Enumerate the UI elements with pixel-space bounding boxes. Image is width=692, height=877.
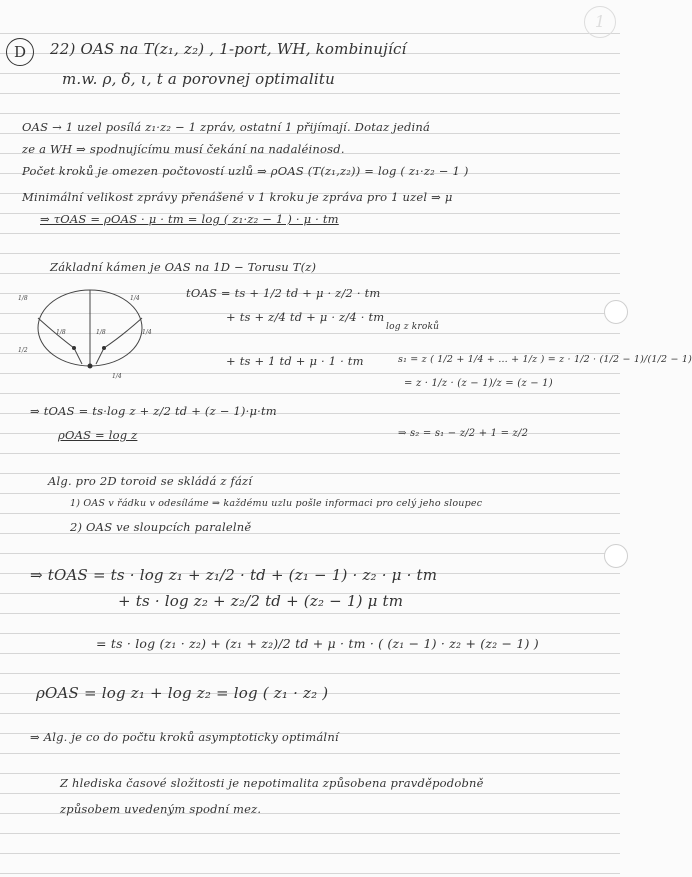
diagram-label: 1/8 (18, 295, 28, 302)
annotation: log z kroků (386, 322, 440, 332)
formula-line: = ts · log (z₁ · z₂) + (z₁ + z₂)/2 td + μ · tm · ( (z₁ − 1) · z₂ + (z₂ − 1) ) (96, 636, 539, 651)
diagram-label: 1/4 (142, 329, 152, 336)
formula-line: tOAS = ts + 1/2 td + μ · z/2 · tm (186, 286, 381, 300)
text-line: OAS → 1 uzel posílá z₁·z₂ − 1 zpráv, ostatní 1 přijímají. Dotaz jediná (22, 120, 431, 134)
diagram-label: 1/8 (96, 329, 106, 336)
diagram-label: 1/8 (56, 329, 66, 336)
text-line: Počet kroků je omezen počtovostí uzlů ⇒ ρOAS (T(z₁,z₂)) = log ( z₁·z₂ − 1 ) (22, 164, 469, 178)
text-line: ze a WH ⇒ spodnujícímu musí čekání na nadaléinosd. (22, 142, 345, 156)
text-line: Z hlediska časové složitosti je nepotimalita způsobena pravděpodobně (60, 776, 484, 790)
formula-line: + ts + 1 td + μ · 1 · tm (226, 354, 364, 368)
formula-line: s₁ = z ( 1/2 + 1/4 + … + 1/z ) = z · 1/2 · (1/2 − 1)/(1/2 − 1) (398, 354, 692, 365)
torus-tree-diagram (18, 286, 168, 386)
page-number-mark: 1 (584, 6, 616, 38)
formula-line: ⇒ tOAS = ts · log z₁ + z₁/2 · td + (z₁ − 1) · z₂ · μ · tm (30, 566, 438, 584)
binder-hole (604, 544, 628, 568)
text-line: Minimální velikost zprávy přenášené v 1 kroku je zpráva pro 1 uzel ⇒ μ (22, 190, 453, 204)
binder-hole (604, 300, 628, 324)
formula-line: ⇒ s₂ = s₁ − z/2 + 1 = z/2 (398, 428, 529, 439)
text-line: Základní kámen je OAS na 1D − Torusu T(z) (50, 260, 317, 274)
formula-line: + ts + z/4 td + μ · z/4 · tm (226, 310, 385, 324)
text-line: ⇒ Alg. je co do počtu kroků asymptoticky optimální (30, 730, 339, 744)
text-line: Alg. pro 2D toroid se skládá z fází (48, 474, 253, 488)
formula-line: ρOAS = log z₁ + log z₂ = log ( z₁ · z₂ ) (36, 684, 329, 702)
formula-line: ⇒ tOAS = ts·log z + z/2 td + (z − 1)·μ·tm (30, 404, 277, 418)
problem-subtitle: m.w. ρ, δ, ι, t a porovnej optimalitu (62, 70, 336, 88)
formula-line: + ts · log z₂ + z₂/2 td + (z₂ − 1) μ tm (118, 592, 404, 610)
formula-line: ρOAS = log z (58, 428, 138, 442)
diagram-label: 1/4 (112, 373, 122, 380)
diagram-label: 1/4 (130, 295, 140, 302)
text-line: způsobem uvedeným spodní mez. (60, 802, 262, 816)
section-badge: D (6, 38, 34, 66)
text-line: 1) OAS v řádku v odesíláme ⇒ každému uzlu pošle informaci pro celý jeho sloupec (70, 498, 483, 509)
diagram-label: 1/2 (18, 347, 28, 354)
formula-line: = z · 1/z · (z − 1)/z = (z − 1) (404, 378, 553, 389)
problem-title: 22) OAS na T(z₁, z₂) , 1-port, WH, kombinující (50, 40, 407, 58)
text-line: 2) OAS ve sloupcích paralelně (70, 520, 252, 534)
formula-line: ⇒ τOAS = ρOAS · μ · tm = log ( z₁·z₂ − 1 ) · μ · tm (40, 212, 339, 226)
